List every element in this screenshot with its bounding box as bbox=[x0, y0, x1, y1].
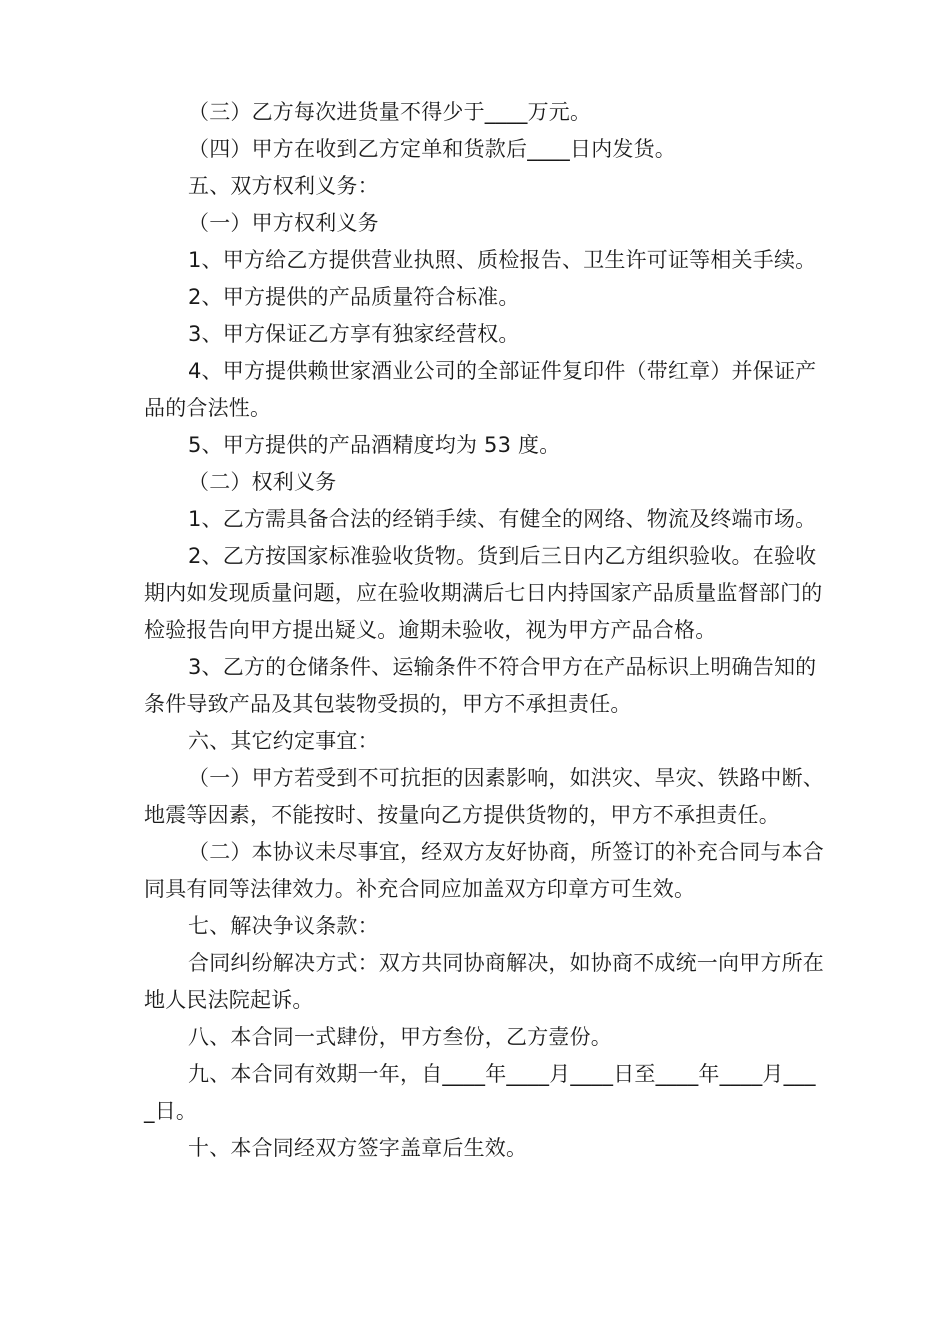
section-6-heading: 六、其它约定事宜： bbox=[188, 729, 379, 753]
clause-3-3: （三）乙方每次进货量不得少于____万元。 bbox=[188, 100, 592, 124]
section-7-heading: 七、解决争议条款： bbox=[188, 914, 379, 938]
clause-3-4: （四）甲方在收到乙方定单和货款后____日内发货。 bbox=[188, 137, 676, 161]
clause-5-1-1: 1、甲方给乙方提供营业执照、质检报告、卫生许可证等相关手续。 bbox=[188, 248, 817, 272]
clause-5-1-3: 3、甲方保证乙方享有独家经营权。 bbox=[188, 322, 520, 346]
subsection-5-2-heading: （二）权利义务 bbox=[188, 470, 337, 494]
clause-6-1: （一）甲方若受到不可抗拒的因素影响，如洪灾、旱灾、铁路中断、地震等因素，不能按时、按量向乙方提供货物的，甲方不承担责任。 bbox=[144, 766, 824, 827]
clause-5-2-3: 3、乙方的仓储条件、运输条件不符合甲方在产品标识上明确告知的条件导致产品及其包装物受损的，甲方不承担责任。 bbox=[144, 655, 817, 716]
section-9: 九、本合同有效期一年，自____年____月____日至____年____月____日。 bbox=[144, 1062, 816, 1123]
clause-5-1-2: 2、甲方提供的产品质量符合标准。 bbox=[188, 285, 520, 309]
clause-7-body: 合同纠纷解决方式：双方共同协商解决，如协商不成统一向甲方所在地人民法院起诉。 bbox=[144, 951, 824, 1012]
subsection-5-1-heading: （一）甲方权利义务 bbox=[188, 211, 379, 235]
clause-5-1-5: 5、甲方提供的产品酒精度均为 53 度。 bbox=[188, 433, 561, 457]
section-5-heading: 五、双方权利义务： bbox=[188, 174, 379, 198]
document-body bbox=[144, 94, 824, 1167]
clause-5-2-2: 2、乙方按国家标准验收货物。货到后三日内乙方组织验收。在验收期内如发现质量问题，应在验收期满后七日内持国家产品质量监督部门的检验报告向甲方提出疑义。逾期未验收，视为甲方产品合格。 bbox=[144, 544, 823, 642]
clause-6-2: （二）本协议未尽事宜，经双方友好协商，所签订的补充合同与本合同具有同等法律效力。补充合同应加盖双方印章方可生效。 bbox=[144, 840, 824, 901]
clause-5-2-1: 1、乙方需具备合法的经销手续、有健全的网络、物流及终端市场。 bbox=[188, 507, 817, 531]
section-8: 八、本合同一式肆份，甲方叁份，乙方壹份。 bbox=[188, 1025, 612, 1049]
clause-5-1-4: 4、甲方提供赖世家酒业公司的全部证件复印件（带红章）并保证产品的合法性。 bbox=[144, 359, 817, 420]
section-10: 十、本合同经双方签字盖章后生效。 bbox=[188, 1136, 528, 1160]
